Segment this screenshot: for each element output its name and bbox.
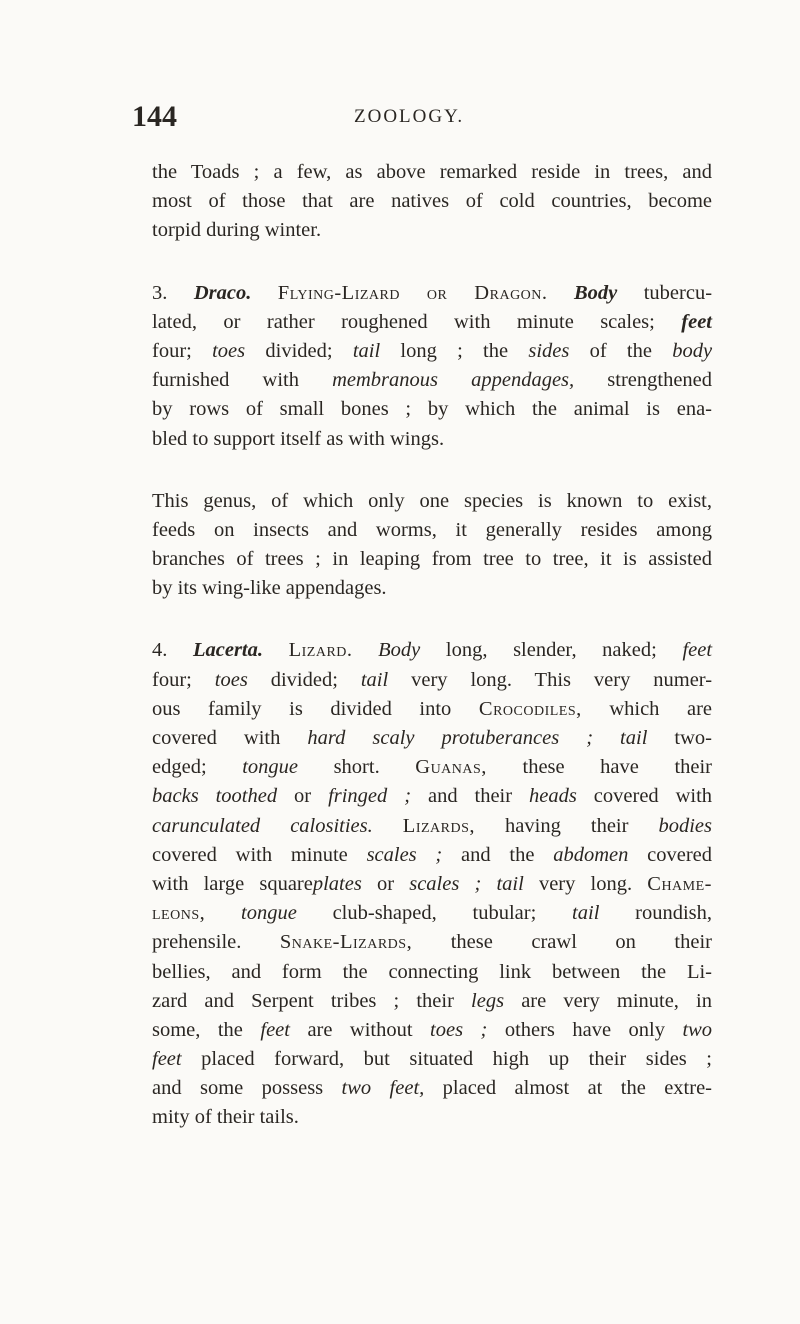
term-heads: heads	[529, 785, 577, 808]
text-run: or	[376, 872, 395, 895]
term-tongue: tongue	[241, 902, 297, 925]
text-run: divided;	[270, 668, 338, 691]
section-number: 3.	[152, 281, 168, 304]
text-run: and their	[427, 785, 513, 808]
term-toes: toes	[214, 668, 248, 691]
term-bodies: bodies	[658, 814, 712, 837]
group-crocodiles: Crocodiles,	[478, 697, 582, 720]
text-run: zard and Serpent tribes ; their	[152, 989, 454, 1012]
term-scales-tail: scales ; tail	[409, 872, 524, 895]
term-plates: plates	[312, 872, 362, 895]
text-line: by rows of small bones ; by which the animal is ena-	[152, 398, 712, 421]
text-run: long ; the	[400, 339, 509, 362]
text-run: short.	[333, 756, 380, 779]
text-line	[152, 812, 712, 841]
text-line	[152, 695, 712, 724]
text-line	[152, 1045, 712, 1074]
paragraph-draco	[152, 279, 712, 454]
term-two-feet: two feet,	[341, 1077, 425, 1100]
text-run: four;	[152, 339, 192, 362]
text-run: club-shaped, tubular;	[332, 902, 537, 925]
text-run: which are	[609, 697, 713, 720]
paragraph-toads	[152, 158, 712, 246]
text-run: divided;	[265, 339, 333, 362]
text-run: ous family is divided into	[152, 697, 452, 720]
text-run: of the	[589, 339, 652, 362]
running-head	[132, 100, 712, 140]
term-tongue: tongue	[242, 756, 299, 779]
text-line	[152, 753, 712, 782]
text-run: edged;	[152, 756, 207, 779]
term-membranous-appendages: membranous appendages,	[332, 369, 575, 392]
group-snake-lizards: Snake-Lizards,	[279, 931, 413, 954]
term-scales: scales ;	[366, 843, 443, 866]
text-run: with large square	[152, 872, 313, 895]
text-run: placed forward, but situated high up their sides ;	[201, 1048, 712, 1071]
term-feet: feet	[681, 310, 713, 333]
term-toes: toes ;	[430, 1018, 488, 1041]
term-body: Body	[573, 281, 618, 304]
text-run: very long.	[538, 872, 633, 895]
common-name: Lizard.	[288, 639, 353, 662]
text-line: torpid during winter.	[152, 219, 322, 242]
text-line	[152, 928, 712, 957]
text-run: furnished with	[152, 369, 299, 392]
term-tail: tail	[352, 339, 381, 362]
text-run: others have only	[504, 1018, 665, 1041]
term-body: Body	[378, 639, 421, 662]
text-run: tubercu-	[643, 281, 713, 304]
text-line	[152, 666, 712, 695]
term-tail: tail	[572, 902, 600, 925]
paragraph-lacerta	[152, 636, 712, 1132]
text-line	[152, 899, 712, 928]
text-run: two-	[674, 727, 712, 749]
text-line: feeds on insects and worms, it generally resides among	[152, 518, 712, 541]
text-line: mity of their tails.	[152, 1106, 299, 1129]
text-line: bled to support itself as with wings.	[152, 427, 445, 450]
text-line	[152, 724, 712, 753]
text-line	[152, 782, 712, 811]
text-line: the Toads ; a few, as above remarked reside in trees, and	[152, 161, 712, 183]
term-fringed: fringed ;	[328, 785, 412, 808]
text-run: placed almost at the extre-	[442, 1077, 712, 1100]
text-run: four;	[152, 668, 192, 691]
text-run: covered	[647, 843, 713, 866]
running-title: ZOOLOGY.	[354, 106, 465, 127]
text-run: covered with	[593, 785, 713, 808]
body-text	[152, 158, 712, 1133]
term-tail: tail	[360, 668, 389, 691]
text-line	[152, 1074, 712, 1103]
term-two: two	[682, 1018, 713, 1041]
term-legs: legs	[471, 989, 505, 1012]
text-line	[152, 636, 712, 665]
text-run: these crawl on their	[450, 931, 712, 954]
text-run: these have their	[522, 756, 713, 779]
text-run: very long. This very numer-	[411, 668, 713, 691]
page-number: 144	[132, 100, 177, 133]
text-run: some, the	[152, 1018, 243, 1041]
text-line	[152, 841, 712, 870]
text-line	[152, 279, 712, 308]
text-line: This genus, of which only one species is known to exist,	[152, 489, 712, 512]
text-run: or	[294, 785, 312, 808]
paragraph-genus-note	[152, 487, 712, 604]
text-run: are very minute, in	[521, 989, 712, 1012]
term-feet: feet	[260, 1018, 290, 1041]
section-number: 4.	[152, 639, 168, 662]
text-run: roundish,	[635, 902, 713, 925]
text-line	[152, 1016, 712, 1045]
genus-name: Lacerta.	[192, 639, 264, 662]
term-abdomen: abdomen	[553, 843, 629, 866]
text-line	[152, 870, 712, 899]
text-line	[152, 308, 712, 337]
text-line	[152, 987, 712, 1016]
text-run: lated, or rather roughened with minute scales;	[152, 310, 655, 333]
term-body: body	[672, 339, 713, 362]
text-run: having their	[505, 814, 629, 837]
group-chameleons: Chame-	[647, 872, 712, 895]
text-line	[152, 337, 712, 366]
common-name: Flying-Lizard or Dragon.	[277, 281, 548, 304]
text-line: branches of trees ; in leaping from tree to tree, it is assisted	[152, 548, 712, 571]
term-feet: feet	[682, 639, 713, 662]
text-run: strengthened	[607, 369, 713, 392]
text-line: bellies, and form the connecting link between the Li-	[152, 960, 712, 983]
text-run: long, slender, naked;	[445, 639, 657, 662]
term-toes: toes	[212, 339, 246, 362]
text-line: most of those that are natives of cold countries, become	[152, 190, 712, 213]
group-lizards: Lizards,	[402, 814, 476, 837]
text-run: covered with minute	[152, 843, 348, 866]
term-feet: feet	[152, 1048, 182, 1071]
text-run: and some possess	[152, 1077, 324, 1100]
text-line: by its wing-like appendages.	[152, 577, 387, 600]
text-run: covered with	[152, 727, 281, 749]
term-backs-toothed: backs toothed	[152, 785, 278, 808]
text-run: and the	[461, 843, 535, 866]
genus-name: Draco.	[193, 281, 252, 304]
text-run: are without	[307, 1018, 413, 1041]
term-carunculated-calosities: carunculated calosities.	[152, 814, 373, 837]
group-chameleons-cont: leons,	[152, 902, 206, 925]
text-run: prehensile.	[152, 931, 242, 954]
term-sides: sides	[528, 339, 570, 362]
text-line	[152, 366, 712, 395]
group-guanas: Guanas,	[415, 756, 487, 779]
term-hard-scaly-protuberances: hard scaly protuberances ; tail	[307, 727, 648, 749]
